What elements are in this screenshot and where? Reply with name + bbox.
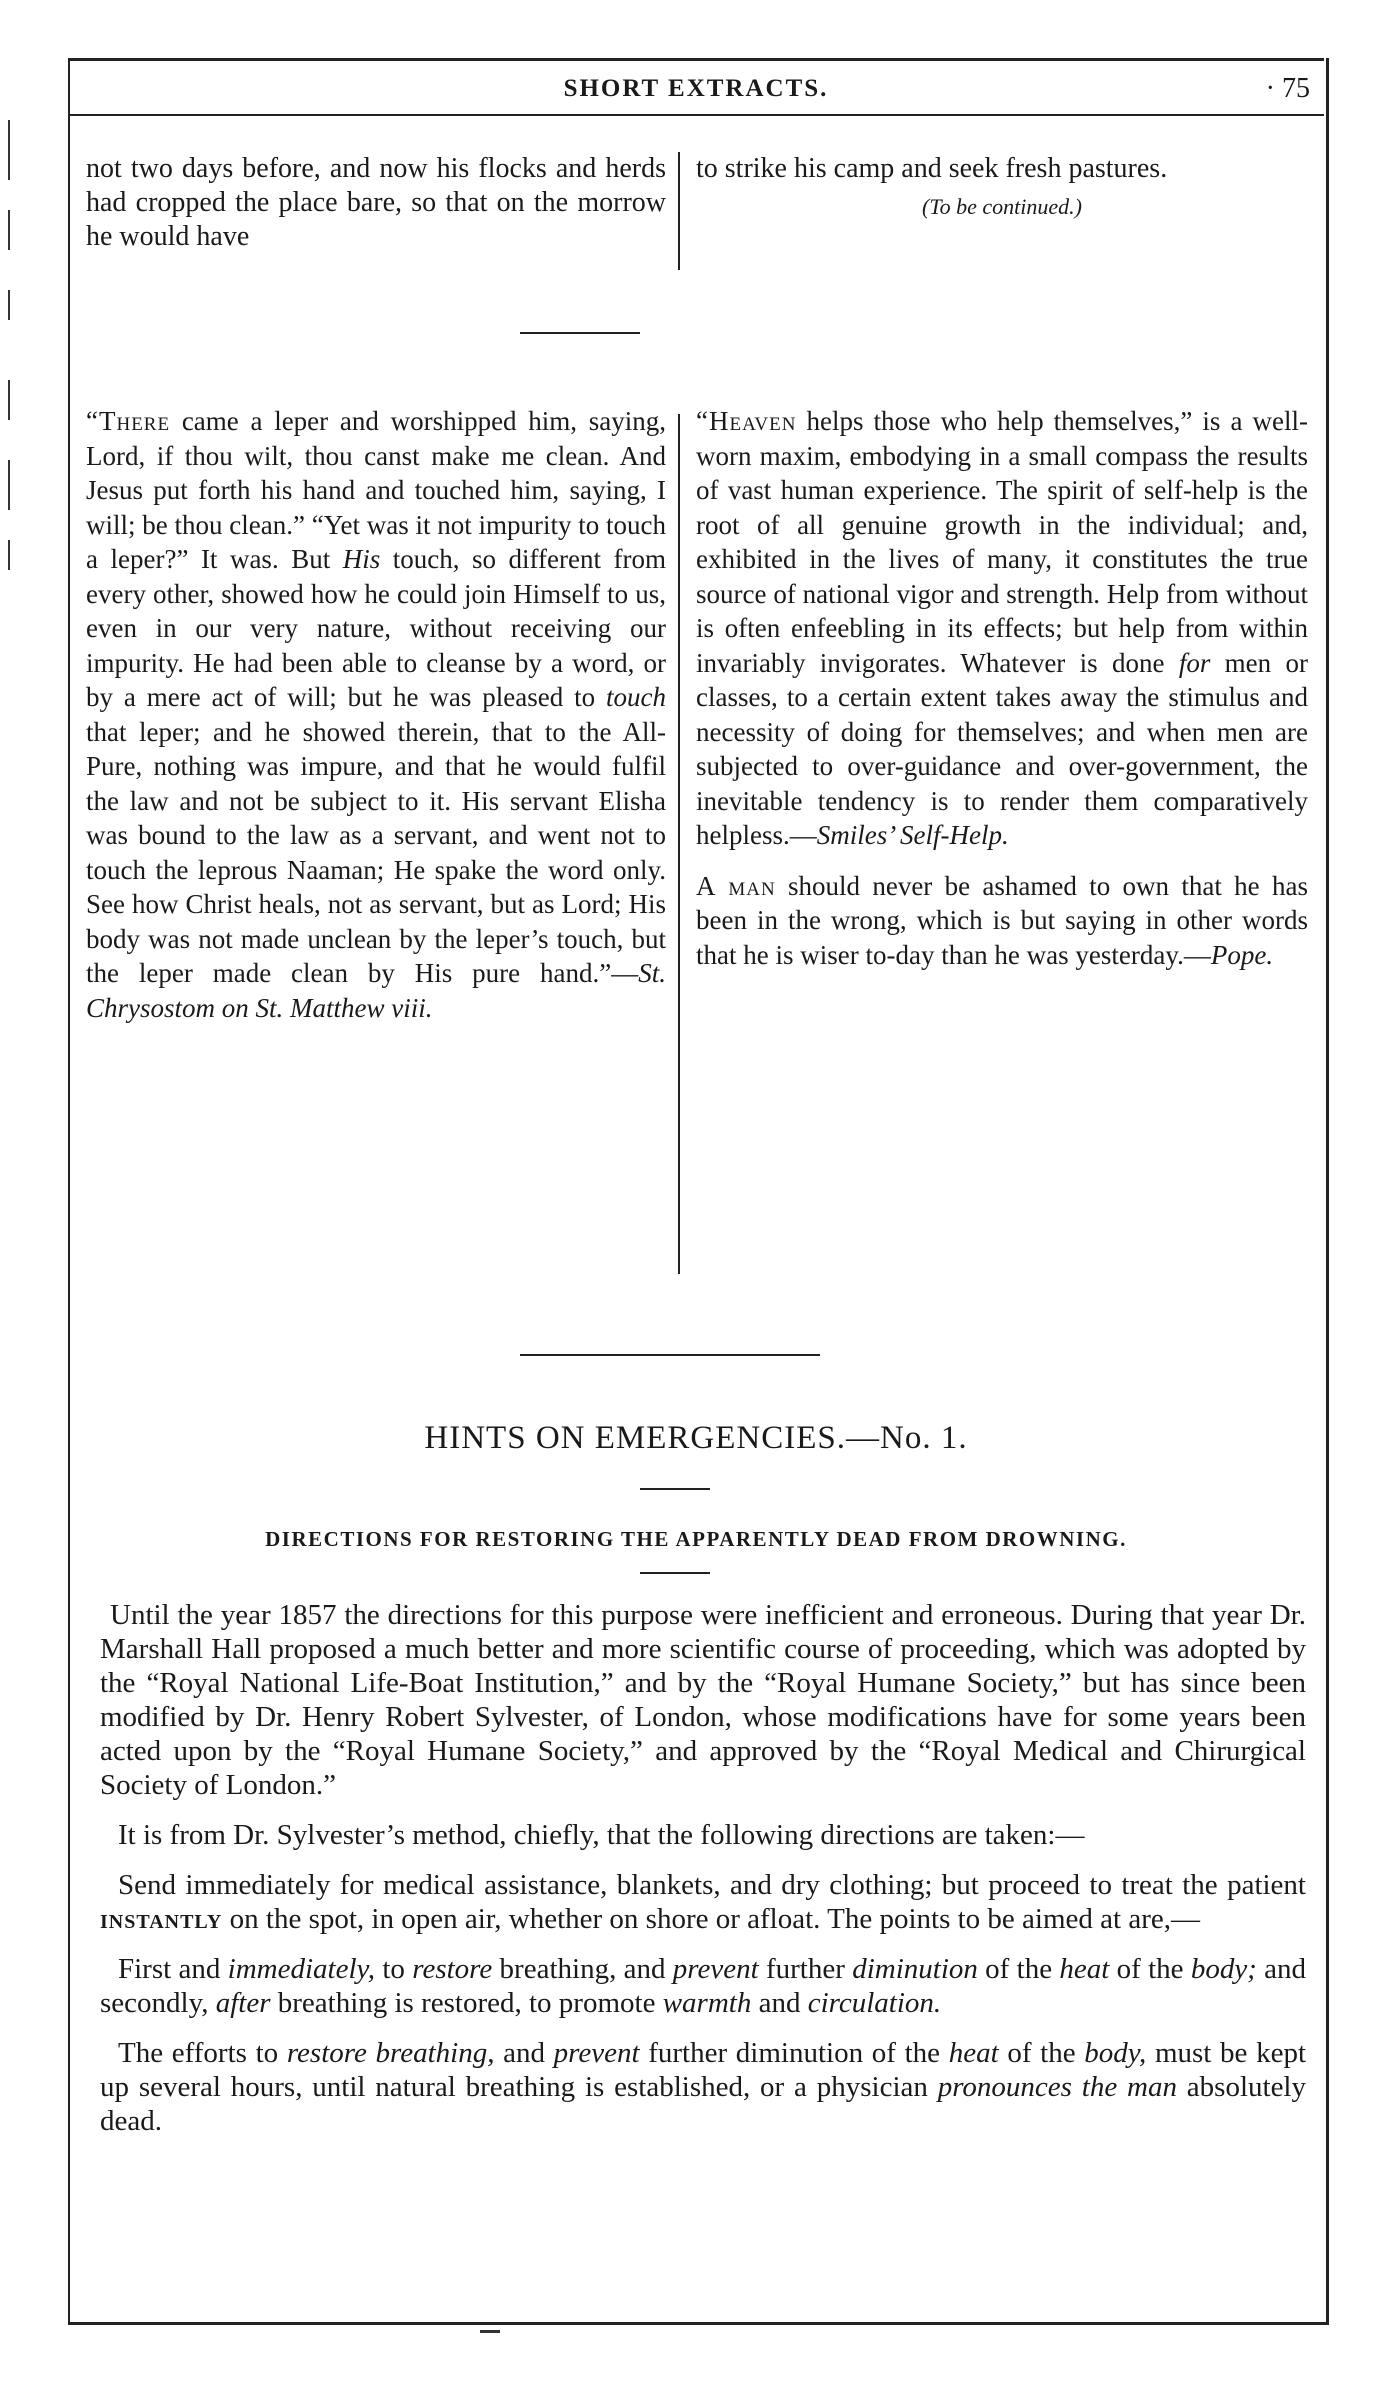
section-subtitle: DIRECTIONS FOR RESTORING THE APPARENTLY DEAD FROM DROWNING. (265, 1527, 1127, 1551)
text-run: came a leper and worshipped him, saying, Lord, if thou wilt, thou canst make me clean. And Jesus put forth his hand and touched him, saying, I will; be thou clean.” “Yet was it not impurity to touch a leper?” It was. But (86, 406, 666, 574)
text-run: Send immediately for medical assistance, blankets, and dry clothing; but proceed to treat the patient (118, 1869, 1306, 1901)
text-run: further (758, 1953, 853, 1985)
section-title: HINTS ON EMERGENCIES.—No. 1. (424, 1420, 968, 1456)
margin-marks (8, 120, 18, 1320)
text-run: absolutely dead. (100, 2071, 1306, 2137)
italic-word: pronounces the man (937, 2071, 1177, 2103)
text-run: breathing is restored, to promote (270, 1987, 663, 2019)
text-run: touch, so different from every other, showed how he could join Himself to us, even in our very nature, without receiving our impurity. He had been able to cleanse by a word, or by a mere act of will; but he was pleased to (86, 544, 666, 712)
italic-word: warmth (662, 1987, 752, 2019)
text-run: should never be ashamed to own that he has been in the wrong, which is but saying in other words that he is wiser to-day than he was yesterday.— (696, 870, 1308, 970)
text-run: of the (1109, 1953, 1191, 1985)
italic-word: after (215, 1987, 271, 2019)
text-run: The efforts to (118, 2037, 287, 2069)
italic-word: prevent (553, 2037, 640, 2069)
continuation-text: to strike his camp and seek fresh pastures. (696, 153, 1168, 184)
text-run: to (375, 1953, 413, 1985)
title-rule (640, 1488, 710, 1490)
text-run: of the (998, 2037, 1085, 2069)
to-be-continued: (To be continued.) (922, 194, 1082, 219)
paragraph-send-assistance (100, 1868, 1306, 1936)
separator-rule (520, 332, 640, 334)
italic-word: body; (1190, 1953, 1257, 1985)
italic-word: heat (1059, 1953, 1110, 1985)
text-run: First and (118, 1953, 228, 1985)
text-run: that leper; and he showed therein, that to the All-Pure, nothing was impure, and that he would fulfil the law and not be subject to it. His servant Elisha was bound to the law as a servant, and went not to touch the leprous Naaman; He spake the word only. See how Christ heals, not as servant, but as Lord; His body was not made unclean by the leper’s touch, but the leper made clean by His pure hand.”— (86, 716, 666, 988)
paragraph-points (100, 1952, 1306, 2020)
text-run: on the spot, in open air, whether on shore or afloat. The points to be aimed at are,— (222, 1903, 1200, 1935)
text-run: and (751, 1987, 808, 2019)
continuation-right-column (696, 152, 1308, 224)
hints-body (100, 1598, 1306, 2154)
leper-extract (86, 404, 666, 1025)
column-divider (678, 152, 680, 270)
leper-extract-text (86, 404, 666, 1025)
continuation-section (68, 152, 1324, 292)
paragraph-method: It is from Dr. Sylvester’s method, chiefly, that the following directions are taken:— (118, 1819, 1085, 1851)
attribution: Smiles’ Self-Help. (816, 820, 1009, 850)
italic-word: diminution (852, 1953, 978, 1985)
page-number: · 75 (1265, 73, 1310, 104)
italic-word: prevent (672, 1953, 759, 1985)
italic-word: body, (1084, 2037, 1147, 2069)
emphasis-word: instantly (100, 1903, 223, 1935)
italic-word: touch (606, 682, 666, 712)
subtitle-rule (640, 1572, 710, 1574)
text-run: helps those who help themselves,” is a well-worn maxim, embodying in a small compass the results of vast human experience. The spirit of self-help is the root of all genuine growth in the individual; and, exhibited in the lives of many, it constitutes the true source of national vigor and strength. Help from without is often enfeebling in its effects; but help from within invariably invigorates. Whatever is done (696, 406, 1308, 678)
italic-word: His (342, 544, 381, 574)
text-run: and (494, 2037, 554, 2069)
paragraph-history: Until the year 1857 the directions for this purpose were inefficient and erroneous. During that year Dr. Marshall Hall proposed a much better and more scientific course of proceeding, which was adopted by the “Royal National Life-Boat Institution,” and by the “Royal Humane Society,” but has since been modified by Dr. Henry Robert Sylvester, of London, whose modifications have for some years been acted upon by the “Royal Humane Society,” and approved by the “Royal Medical and Chirurgical Society of London.” (100, 1599, 1306, 1801)
right-extracts (696, 404, 1308, 972)
paragraph-efforts (100, 2036, 1306, 2138)
column-divider (678, 414, 680, 1274)
separator-rule (520, 1354, 820, 1356)
italic-word: immediately, (227, 1953, 376, 1985)
italic-word: restore breathing, (286, 2037, 495, 2069)
dropcap-word: “Heaven (696, 406, 797, 436)
dropcap-word: “There (86, 406, 171, 436)
text-run: of the (977, 1953, 1060, 1985)
text-run: further diminution of the (639, 2037, 949, 2069)
continuation-left-column: not two days before, and now his flocks and herds had cropped the place bare, so that on the morrow he would have (86, 153, 666, 252)
italic-word: for (1178, 647, 1211, 678)
heaven-extract (696, 404, 1308, 853)
italic-word: heat (948, 2037, 999, 2069)
text-run: and secondly, (100, 1953, 1307, 2019)
dropcap-word: A man (696, 870, 776, 901)
text-run: breathing, and (492, 1953, 673, 1985)
running-title: SHORT EXTRACTS. (563, 75, 829, 102)
page-header (68, 58, 1324, 116)
extracts-section (68, 404, 1324, 1284)
attribution: St. Chrysostom on St. Matthew viii. (86, 958, 666, 1023)
italic-word: restore (412, 1953, 493, 1985)
bottom-mark (480, 2330, 500, 2333)
text-run: must be kept up several hours, until natural breathing is established, or a physician (100, 2037, 1306, 2103)
attribution: Pope. (1210, 939, 1274, 970)
pope-extract (696, 869, 1308, 973)
italic-word: circulation. (807, 1987, 942, 2019)
text-run: men or classes, to a certain extent takes away the stimulus and necessity of doing for themselves; and when men are subjected to over-guidance and over-government, the inevitable tendency is to render them comparatively helpless.— (696, 647, 1308, 850)
